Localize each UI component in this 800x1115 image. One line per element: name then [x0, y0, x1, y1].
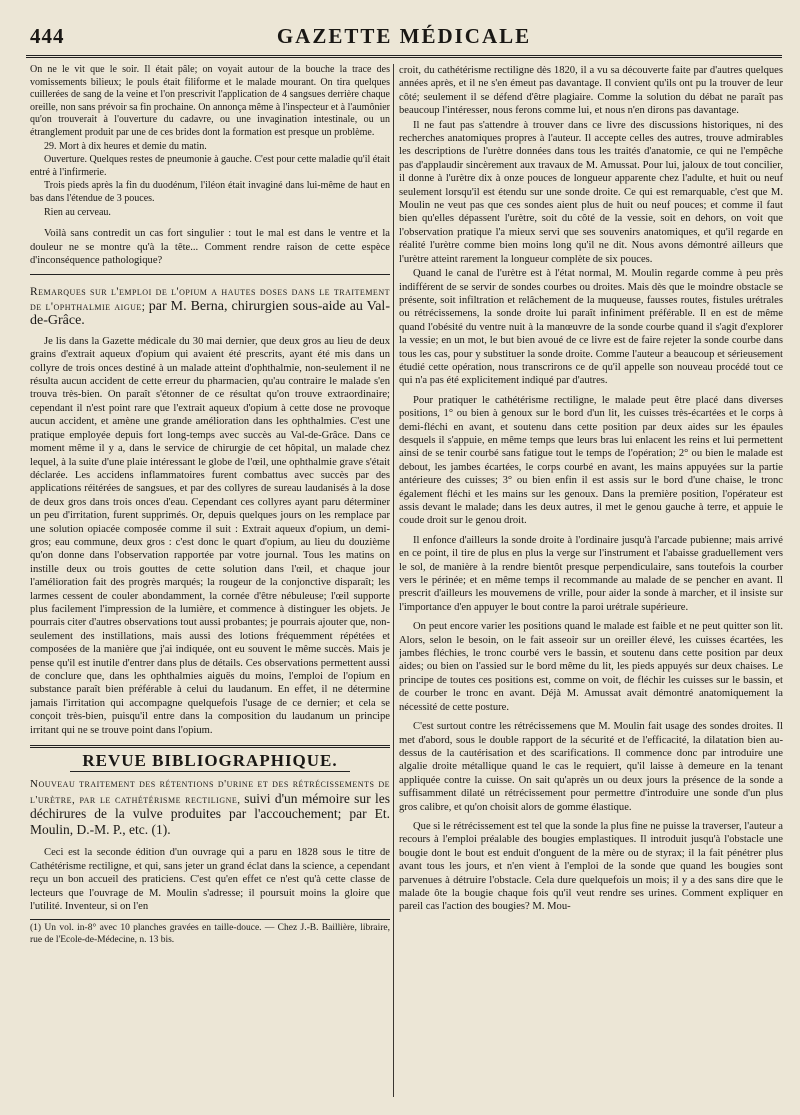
case-paragraph: Ouverture. Quelques restes de pneumonie à gauche. C'est pour cette maladie qu'il était entré à l'infirmerie. [30, 154, 390, 178]
article-paragraph: Pour pratiquer le cathétérisme rectiligne, le malade peut être placé dans diverses positions, 1° ou bien à genoux sur le bord d'un lit, les cuisses très-écartées et le corps à demi-fléchi en avant, et soutenu dans cette position par deux aides sur les épaules desquels il s'appuie, en même temps que leurs bras lui enlacent les reins et lui permettent ainsi de se tenir courbé sans fatigue tout le temps de l'opération; 2° ou bien le malade est debout, les jambes écartées, le corps courbé en avant, les mains appuyées sur la partie antérieure des cuisses; 3° ou bien enfin il est assis sur le bord d'une chaise, le tronc également fléchi et les mains sur les genoux. Dans la première position, l'opérateur est assis devant le malade; dans les deux autres, il met le genou gauche à terre, et appuie le coude droit sur le genou droit. [399, 394, 783, 527]
article-paragraph: On peut encore varier les positions quand le malade est faible et ne peut quitter son lit. Alors, selon le besoin, on le fait asseoir sur un oreiller élevé, les cuisses écartées, les jambes fléchies, le tronc courbé vers le bassin, et soutenu dans cette position par deux aides; ou bien on l'assied sur le bord même du lit, les pieds appuyés sur deux chaises. Le principe de toutes ces positions est, comme on voit, de fléchir les cuisses sur le bassin, et de courber le tronc en avant. Déjà M. Amussat avait démontré anatomiquement la nécessité de cette posture. [399, 621, 783, 713]
section-rule-double [30, 745, 390, 748]
case-paragraph: Trois pieds après la fin du duodénum, l'iléon était invaginé dans lui-même de haut en bas dans l'étendue de 3 pouces. [30, 180, 390, 204]
page-number: 444 [30, 24, 65, 48]
header-rule [26, 55, 782, 58]
journal-title: GAZETTE MÉDICALE [276, 24, 532, 48]
column-divider [393, 64, 394, 1097]
footnote: (1) Un vol. in-8° avec 10 planches gravées en taille-douce. — Chez J.-B. Baillière, libraire, rue de l'Ecole-de-Médecine, n. 13 bis. [30, 919, 390, 946]
bibliography-title-rest: suivi d'un mémoire sur les déchirures de la vulve produites par l'accouchement; par Et. Moulin, D.-M. P., etc. (1). [30, 790, 390, 837]
article-paragraph: Quand le canal de l'urètre est à l'état normal, M. Moulin regarde comme à peu près indifférent de se servir de sondes courbes ou droites. Mais dès que le moindre obstacle se présente, soit infiltration et relâchement de la muqueuse, fausses routes, fistules urétrales ou rétrécissemens, la sonde droite lui paraît infiniment préférable. Il en est de même quand l'obésité du ventre nuit à la manœuvre de la sonde courbe quand il s'agit d'explorer la vessie; en un mot, le but bien avoué de ce livre est de faire rejeter la sonde courbe dans tous les cas, pour y substituer la sonde droite. Comme l'auteur a beaucoup et sérieusement étudié cette opération, nous transcrirons ce de qu'il appelle son nouveau procédé tout ce qui n'a pas été explicitement indiqué par d'autres. [399, 268, 783, 387]
article-paragraph: Que si le rétrécissement est tel que la sonde la plus fine ne puisse la traverser, l'auteur a recours à l'emploi préalable des bougies emplastiques. Il introduit jusqu'à l'obstacle une bougie dont le bout est enduit d'onguent de la mère ou de styrax; il la fait pénétrer plus avant tous les jours, et n'en vient à l'emploi de la sonde que quand les bougies sont parvenues à détruire l'obstacle. Cela dure quelquefois un mois; il y a des sans dire que le malade ôte la bougie chaque fois qu'il veut rendre ses urines. Comment expliquer en pareil cas l'action des bougies? M. Mou- [399, 820, 783, 913]
heading-rule [70, 771, 350, 772]
article-paragraph: croit, du cathétérisme rectiligne dès 1820, il a vu sa découverte faite par d'autres quelques années après, et il ne s'en émeut pas davantage. Il convient qu'ils ont pu la trouver de leur côté; seulement il se défend d'être plagiaire. Comme la solution du débat ne paraît pas beaucoup l'intéresser, nous ferons comme lui, et nous n'en dirons pas davantage. [399, 65, 783, 117]
article-paragraph: Je lis dans la Gazette médicale du 30 mai dernier, que deux gros au lieu de deux grains d'extrait aqueux d'opium qui avaient été prescrits, ayant été mis dans un collyre de trois onces destiné à un malade atteint d'ophthalmie, non-seulement il ne résulta aucun accident de cette erreur du pharmacien, qu'au contraire le malade s'en trouva très-bien. On paraît s'étonner de ce résultat qu'on trouve extraordinaire; cependant il n'est point rare que l'extrait aqueux d'opium à cette dose ne provoque aucun accident, et amène une grande amélioration dans les ophthalmies. C'est une pratique employée depuis fort long-temps avec succès au Val-de-Grâce. Dans ce moment même il y a, dans le service de chirurgie de cet hôpital, un malade chez lequel, à la suite d'une plaie intéressant le globe de l'œil, une ophthalmie grave s'était déclarée. Les accidens inflammatoires furent combattus avec succès par des applications réitérées de sangsues, et par des collyres de sureau laudanisés à la dose de deux gros dans trois onces d'eau. Cependant ces collyres ayant paru déterminer un peu d'irritation, furent supprimés. Or, depuis quelques jours on les remplace par une solution opiacée composée comme il suit : Extrait aqueux d'opium, un demi-gros; eau commune, deux gros : c'est donc le quart d'opium, au lieu du douzième qu'on donne dans l'observation rapportée par votre journal. Tous les matins on instille deux ou trois gouttes de cette solution dans l'œil, et chaque jour l'amélioration fait des progrès marqués; la rougeur de la conjonctive disparaît; les larmes cessent de couler abondamment, la cornée d'être nébuleuse; l'œil supporte plus facilement l'impression de la lumière, et commence à distinguer les objets. Je pourrais citer d'autres observations tout aussi probantes; je pourrais ajouter que, non-seulement des instillations, mais aussi des lotions fréquemment répétées et composées de la manière que j'ai indiquée, ont eu souvent le même succès. Mais je pense qu'il est inutile d'entrer dans plus de détails. Ces observations permettent aussi de conclure que, dans les ophthalmies aiguës du moins, l'emploi de l'opium en substance paraît bien préférable à celui du laudanum. En effet, il ne détermine jamais l'irritation qui accompagne quelquefois l'usage de ce dernier; et cela se conçoit très-bien, puisqu'il entre dans la composition du laudanum un principe irritant qui ne se trouve point dans l'opium. [30, 335, 390, 736]
case-paragraph: On ne le vit que le soir. Il était pâle; on voyait autour de la bouche la trace des vomissements bilieux; le pouls était filiforme et le malade mourant. On tira quelques cuillerées de sang de la veine et l'on prescrivit l'application de 4 sangsues derrière chaque oreille, non sans prévoir sa fin prochaine. On annonça même à l'inspecteur et à l'aumônier qu'on trouverait à l'ouverture du cadavre, ou une invagination intestinale, ou un étranglement produit par une de ces brides dont la formation est presque un problème. [30, 64, 390, 138]
case-paragraph: Rien au cerveau. [44, 206, 111, 218]
article-paragraph: Il ne faut pas s'attendre à trouver dans ce livre des discussions historiques, ni des recherches anatomiques propres à l'auteur. Il accepte celles des autres, trouve admirables les descriptions de l'urètre données dans tous les traités d'anatomie, ce qui ne l'empêche pas d'applaudir sincèrement aux travaux de M. Amussat. Pour lui, jaloux de tout concilier, il donne à l'urètre dix à onze pouces de longueur apparente chez l'adulte, et huit ou neuf seulement lorsqu'il est étendu sur une sonde droite. Ce qui est remarquable, c'est que M. Moulin ne veut pas que ces sondes aient plus de huit ou neuf pouces; et comme il faut bien qu'elles dépassent l'urètre, soit du côté de la vessie, soit en dehors, on voit que l'observation pratique l'a mieux servi que ses souvenirs anatomiques, et qu'il regarde en réalité l'urètre comme bien moins long qu'il ne dit. Nous avons démontré ailleurs que l'urètre atteint rarement la longueur complète de six pouces. [399, 119, 783, 265]
section-rule [30, 274, 390, 275]
article-title-author: par M. Berna, chirurgien sous-aide au Val-de-Grâce. [30, 298, 390, 329]
case-paragraph: 29. Mort à dix heures et demie du matin. [44, 140, 207, 152]
revue-heading: REVUE BIBLIOGRAPHIQUE. [82, 751, 338, 771]
commentary-paragraph: Voilà sans contredit un cas fort singulier : tout le mal est dans le ventre et la douleur ne se montre qu'à la tête... Comment rendre raison de cette espèce d'inconséquence pathologique? [30, 228, 390, 266]
bibliography-title [30, 777, 390, 838]
article-title [30, 285, 390, 329]
right-column [399, 64, 783, 1097]
article-paragraph: C'est surtout contre les rétrécissemens que M. Moulin fait usage des sondes droites. Il met d'abord, sous le double rapport de la sécurité et de l'efficacité, la dilatation bien au-dessus de la cautérisation et des scarifications. Il commence donc par introduire une algalie droite métallique quand le cas le requiert, qu'il laisse à demeure en la tenant appliquée contre la cuisse. On sait qu'après un ou deux jours la présence de la sonde a suffisamment dilaté un rétrécissement pour permettre d'introduire une sonde d'un plus gros calibre, et qu'on choisit alors de gomme élastique. [399, 721, 783, 813]
bibliography-paragraph: Ceci est la seconde édition d'un ouvrage qui a paru en 1828 sous le titre de Cathétérisme rectiligne, et qui, sans jeter un grand éclat dans la science, a cependant reçu un bon accueil des praticiens. C'est qu'en effet ce n'est qu'à cette classe de lecteurs que l'ouvrage de M. Moulin s'adresse; il poursuit moins la gloire que l'utilité. Inventeur, si on l'en [30, 847, 390, 913]
left-column [30, 64, 390, 1097]
bibliography-title-caps: Nouveau traitement des rétentions d'urine et des rétrécissements de l'urètre, par le cathétérisme rectiligne, [30, 778, 390, 806]
article-paragraph: Il enfonce d'ailleurs la sonde droite à l'ordinaire jusqu'à l'arcade pubienne; mais arrivé en ce point, il tire de plus en plus la verge sur l'instrument et l'abaisse graduellement vers le sol, de manière à la rendre bientôt presque perpendiculaire, sans toutefois la courber vers le périnée; et en même temps il recommande au malade de se pencher en avant. Il prescrit d'ailleurs les mouvemens de vrille, pour aider la sonde à marcher, et il insiste sur l'importance d'en appuyer le bout contre la paroi urétrale supérieure. [399, 534, 783, 613]
article-title-caps: Remarques sur l'emploi de l'opium a hautes doses dans le traitement de l'ophthalmie aigue; [30, 286, 390, 313]
